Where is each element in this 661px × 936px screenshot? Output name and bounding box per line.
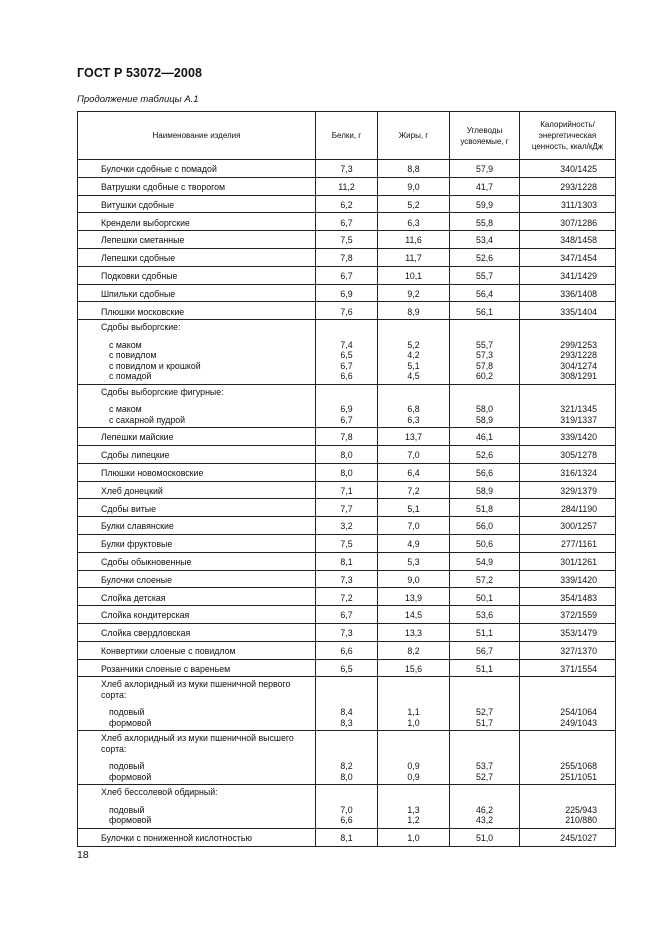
table-row [78, 481, 616, 499]
product-name: Шпильки сдобные [78, 284, 316, 302]
fat-value: 5,1 [407, 360, 420, 371]
product-name: Слойка кондитерская [78, 606, 316, 624]
product-name: Хлеб донецкий [78, 481, 316, 499]
protein-value: 7,3 [316, 570, 378, 588]
table-row-group [78, 677, 616, 731]
table-row-group [78, 785, 616, 829]
carbs-value: 58,0 [475, 404, 494, 415]
carbs-value-cell [450, 731, 520, 785]
protein-value: 8,1 [316, 828, 378, 846]
fat-value-cell [378, 384, 450, 428]
fat-value: 4,5 [407, 371, 420, 382]
fat-value-cell [378, 320, 450, 385]
protein-value: 7,5 [316, 534, 378, 552]
carbs-value: 55,7 [475, 339, 494, 350]
carbs-value: 56,4 [450, 284, 520, 302]
energy-value: 339/1420 [520, 428, 616, 446]
fat-value: 8,2 [378, 641, 450, 659]
product-name: Крендели выборгские [78, 213, 316, 231]
fat-value: 1,0 [378, 828, 450, 846]
fat-value: 15,6 [378, 659, 450, 677]
energy-value: 341/1429 [520, 266, 616, 284]
group-title: Хлеб бессолевой обдирный: [101, 787, 218, 798]
energy-value: 293/1228 [520, 177, 616, 195]
fat-value: 9,0 [378, 570, 450, 588]
energy-value: 304/1274 [560, 360, 597, 371]
energy-value: 251/1051 [560, 771, 597, 782]
energy-value: 347/1454 [520, 248, 616, 266]
fat-value: 7,0 [378, 445, 450, 463]
carbs-value: 50,6 [450, 534, 520, 552]
table-row [78, 160, 616, 178]
fat-value: 6,4 [378, 463, 450, 481]
product-name: Ватрушки сдобные с творогом [78, 177, 316, 195]
table-row [78, 606, 616, 624]
energy-value: 307/1286 [520, 213, 616, 231]
energy-value-cell [520, 384, 616, 428]
carbs-value: 55,8 [450, 213, 520, 231]
fat-value: 5,2 [378, 195, 450, 213]
energy-value: 329/1379 [520, 481, 616, 499]
table-row-group [78, 384, 616, 428]
carbs-value: 57,9 [450, 160, 520, 178]
energy-value: 371/1554 [520, 659, 616, 677]
carbs-value: 51,1 [450, 623, 520, 641]
protein-value: 7,3 [316, 160, 378, 178]
product-name: Сдобы обыкновенные [78, 552, 316, 570]
product-group-name [78, 384, 316, 428]
fat-value: 8,8 [378, 160, 450, 178]
product-group-name [78, 677, 316, 731]
protein-value-cell [316, 384, 378, 428]
protein-value: 6,6 [316, 641, 378, 659]
product-name: Розанчики слоеные с вареньем [78, 659, 316, 677]
energy-value: 316/1324 [520, 463, 616, 481]
fat-value: 7,2 [378, 481, 450, 499]
energy-value: 353/1479 [520, 623, 616, 641]
product-name: Лепешки сдобные [78, 248, 316, 266]
carbs-value: 57,8 [475, 360, 494, 371]
energy-value: 339/1420 [520, 570, 616, 588]
protein-value: 7,4 [340, 339, 353, 350]
carbs-value: 56,6 [450, 463, 520, 481]
table-row [78, 534, 616, 552]
fat-value: 4,9 [378, 534, 450, 552]
carbs-value: 52,6 [450, 445, 520, 463]
energy-value: 348/1458 [520, 231, 616, 249]
carbs-value: 51,1 [450, 659, 520, 677]
product-name: Подковки сдобные [78, 266, 316, 284]
carbs-value-cell [450, 677, 520, 731]
table-row [78, 445, 616, 463]
carbs-value: 56,7 [450, 641, 520, 659]
document-header-standard: ГОСТ Р 53072—2008 [77, 66, 203, 80]
carbs-value: 50,1 [450, 588, 520, 606]
fat-value: 0,9 [407, 761, 420, 772]
group-item-name: с повидлом и крошкой [109, 360, 201, 371]
table-row [78, 828, 616, 846]
protein-value: 8,0 [316, 463, 378, 481]
protein-value: 11,2 [316, 177, 378, 195]
protein-value: 6,9 [340, 404, 353, 415]
energy-value: 299/1253 [560, 339, 597, 350]
carbs-value: 51,7 [475, 717, 494, 728]
fat-value-cell [378, 731, 450, 785]
energy-value: 335/1404 [520, 302, 616, 320]
table-row [78, 552, 616, 570]
energy-value: 340/1425 [520, 160, 616, 178]
carbs-value: 52,7 [475, 707, 494, 718]
carbs-value: 56,1 [450, 302, 520, 320]
energy-value-cell [520, 677, 616, 731]
carbs-value: 56,0 [450, 517, 520, 535]
carbs-value: 52,7 [475, 771, 494, 782]
fat-value: 8,9 [378, 302, 450, 320]
fat-value: 11,7 [378, 248, 450, 266]
table-row [78, 641, 616, 659]
group-item-name: с помадой [109, 371, 152, 382]
carbs-value: 54,9 [450, 552, 520, 570]
fat-value: 5,1 [378, 499, 450, 517]
protein-value: 6,7 [316, 606, 378, 624]
table-row [78, 623, 616, 641]
group-item-name: формовой [109, 815, 152, 826]
energy-value: 308/1291 [560, 371, 597, 382]
energy-value: 277/1161 [520, 534, 616, 552]
protein-value: 6,7 [340, 414, 353, 425]
energy-value: 293/1228 [560, 350, 597, 361]
table-row [78, 588, 616, 606]
energy-value: 305/1278 [520, 445, 616, 463]
energy-value: 225/943 [565, 804, 597, 815]
column-header-name: Наименование изделия [78, 112, 316, 160]
group-item-name: формовой [109, 717, 152, 728]
fat-value: 11,6 [378, 231, 450, 249]
protein-value: 8,0 [316, 445, 378, 463]
product-name: Булки славянские [78, 517, 316, 535]
product-name: Сдобы витые [78, 499, 316, 517]
table-row [78, 570, 616, 588]
carbs-value: 46,1 [450, 428, 520, 446]
table-body [78, 160, 616, 847]
protein-value: 6,6 [340, 815, 353, 826]
table-header-row [78, 112, 616, 160]
table-row-group [78, 731, 616, 785]
carbs-value: 43,2 [475, 815, 494, 826]
energy-value: 300/1257 [520, 517, 616, 535]
fat-value: 6,8 [407, 404, 420, 415]
carbs-value: 57,2 [450, 570, 520, 588]
fat-value: 14,5 [378, 606, 450, 624]
group-title: Хлеб ахлоридный из муки пшеничной высшего сорта: [101, 733, 294, 754]
page-number: 18 [77, 849, 89, 861]
energy-value: 354/1483 [520, 588, 616, 606]
table-row [78, 659, 616, 677]
column-header-energy: Калорийность/ энергетическая ценность, ккал/кДж [520, 112, 616, 160]
carbs-value: 55,7 [450, 266, 520, 284]
fat-value: 4,2 [407, 350, 420, 361]
energy-value: 372/1559 [520, 606, 616, 624]
carbs-value-cell [450, 384, 520, 428]
protein-value: 8,4 [340, 707, 353, 718]
fat-value: 5,3 [378, 552, 450, 570]
fat-value: 13,9 [378, 588, 450, 606]
carbs-value: 51,8 [450, 499, 520, 517]
protein-value: 6,6 [340, 371, 353, 382]
group-item-name: с повидлом [109, 350, 157, 361]
protein-value-cell [316, 731, 378, 785]
product-name: Сдобы липецкие [78, 445, 316, 463]
product-name: Булочки слоеные [78, 570, 316, 588]
carbs-value: 41,7 [450, 177, 520, 195]
column-header-fat: Жиры, г [378, 112, 450, 160]
protein-value: 6,5 [340, 350, 353, 361]
product-name: Конвертики слоеные с повидлом [78, 641, 316, 659]
carbs-value: 53,4 [450, 231, 520, 249]
product-name: Булочки с пониженной кислотностью [78, 828, 316, 846]
product-name: Витушки сдобные [78, 195, 316, 213]
energy-value-cell [520, 785, 616, 829]
group-item-name: с маком [109, 339, 142, 350]
product-name: Плюшки московские [78, 302, 316, 320]
protein-value: 7,6 [316, 302, 378, 320]
fat-value: 6,3 [378, 213, 450, 231]
fat-value: 13,3 [378, 623, 450, 641]
carbs-value-cell [450, 320, 520, 385]
protein-value: 6,7 [316, 266, 378, 284]
protein-value: 8,1 [316, 552, 378, 570]
energy-value: 336/1408 [520, 284, 616, 302]
fat-value: 0,9 [407, 771, 420, 782]
product-group-name [78, 320, 316, 385]
energy-value: 255/1068 [560, 761, 597, 772]
energy-value: 254/1064 [560, 707, 597, 718]
table-row [78, 248, 616, 266]
energy-value: 321/1345 [560, 404, 597, 415]
fat-value: 9,2 [378, 284, 450, 302]
fat-value: 7,0 [378, 517, 450, 535]
energy-value: 210/880 [565, 815, 597, 826]
energy-value: 284/1190 [520, 499, 616, 517]
table-row [78, 213, 616, 231]
energy-value-cell [520, 320, 616, 385]
fat-value: 1,0 [407, 717, 420, 728]
carbs-value: 53,7 [475, 761, 494, 772]
carbs-value-cell [450, 785, 520, 829]
table-row [78, 428, 616, 446]
protein-value-cell [316, 320, 378, 385]
fat-value-cell [378, 677, 450, 731]
product-name: Слойка свердловская [78, 623, 316, 641]
carbs-value: 58,9 [475, 414, 494, 425]
protein-value: 6,2 [316, 195, 378, 213]
table-caption: Продолжение таблицы А.1 [77, 94, 199, 105]
group-item-name: с маком [109, 404, 142, 415]
product-group-name [78, 731, 316, 785]
product-name: Слойка детская [78, 588, 316, 606]
fat-value: 6,3 [407, 414, 420, 425]
energy-value: 301/1261 [520, 552, 616, 570]
table-row [78, 266, 616, 284]
table-row [78, 231, 616, 249]
protein-value: 8,3 [340, 717, 353, 728]
carbs-value: 52,6 [450, 248, 520, 266]
energy-value: 319/1337 [560, 414, 597, 425]
table-row [78, 302, 616, 320]
carbs-value: 53,6 [450, 606, 520, 624]
group-title: Хлеб ахлоридный из муки пшеничной первого сорта: [101, 679, 291, 700]
protein-value: 7,2 [316, 588, 378, 606]
protein-value: 3,2 [316, 517, 378, 535]
table-row [78, 499, 616, 517]
group-item-name: формовой [109, 771, 152, 782]
protein-value: 7,7 [316, 499, 378, 517]
carbs-value: 46,2 [475, 804, 494, 815]
table-row [78, 463, 616, 481]
group-item-name: подовый [109, 707, 145, 718]
column-header-carbs: Углеводы усвояемые, г [450, 112, 520, 160]
table-row-group [78, 320, 616, 385]
product-name: Лепешки сметанные [78, 231, 316, 249]
carbs-value: 51,0 [450, 828, 520, 846]
fat-value: 1,1 [407, 707, 420, 718]
protein-value: 7,1 [316, 481, 378, 499]
table-row [78, 177, 616, 195]
product-name: Лепешки майские [78, 428, 316, 446]
protein-value: 7,8 [316, 428, 378, 446]
fat-value: 9,0 [378, 177, 450, 195]
group-title: Сдобы выборгские: [101, 322, 181, 333]
product-group-name [78, 785, 316, 829]
energy-value: 245/1027 [520, 828, 616, 846]
table-row [78, 195, 616, 213]
protein-value-cell [316, 677, 378, 731]
carbs-value: 57,3 [475, 350, 494, 361]
product-name: Плюшки новомосковские [78, 463, 316, 481]
energy-value: 249/1043 [560, 717, 597, 728]
table-row [78, 284, 616, 302]
protein-value: 6,7 [316, 213, 378, 231]
protein-value: 8,2 [340, 761, 353, 772]
fat-value-cell [378, 785, 450, 829]
protein-value: 6,7 [340, 360, 353, 371]
energy-value-cell [520, 731, 616, 785]
fat-value: 10,1 [378, 266, 450, 284]
fat-value: 1,3 [407, 804, 420, 815]
product-name: Булочки сдобные с помадой [78, 160, 316, 178]
energy-value: 327/1370 [520, 641, 616, 659]
protein-value: 7,0 [340, 804, 353, 815]
table-row [78, 517, 616, 535]
protein-value: 7,8 [316, 248, 378, 266]
protein-value: 8,0 [340, 771, 353, 782]
nutrition-table [77, 111, 616, 847]
column-header-protein: Белки, г [316, 112, 378, 160]
protein-value-cell [316, 785, 378, 829]
group-item-name: подовый [109, 804, 145, 815]
carbs-value: 59,9 [450, 195, 520, 213]
product-name: Булки фруктовые [78, 534, 316, 552]
protein-value: 7,5 [316, 231, 378, 249]
fat-value: 1,2 [407, 815, 420, 826]
carbs-value: 58,9 [450, 481, 520, 499]
protein-value: 6,9 [316, 284, 378, 302]
fat-value: 5,2 [407, 339, 420, 350]
fat-value: 13,7 [378, 428, 450, 446]
protein-value: 7,3 [316, 623, 378, 641]
group-item-name: подовый [109, 761, 145, 772]
energy-value: 311/1303 [520, 195, 616, 213]
protein-value: 6,5 [316, 659, 378, 677]
carbs-value: 60,2 [475, 371, 494, 382]
group-title: Сдобы выборгские фигурные: [101, 386, 224, 397]
group-item-name: с сахарной пудрой [109, 414, 186, 425]
